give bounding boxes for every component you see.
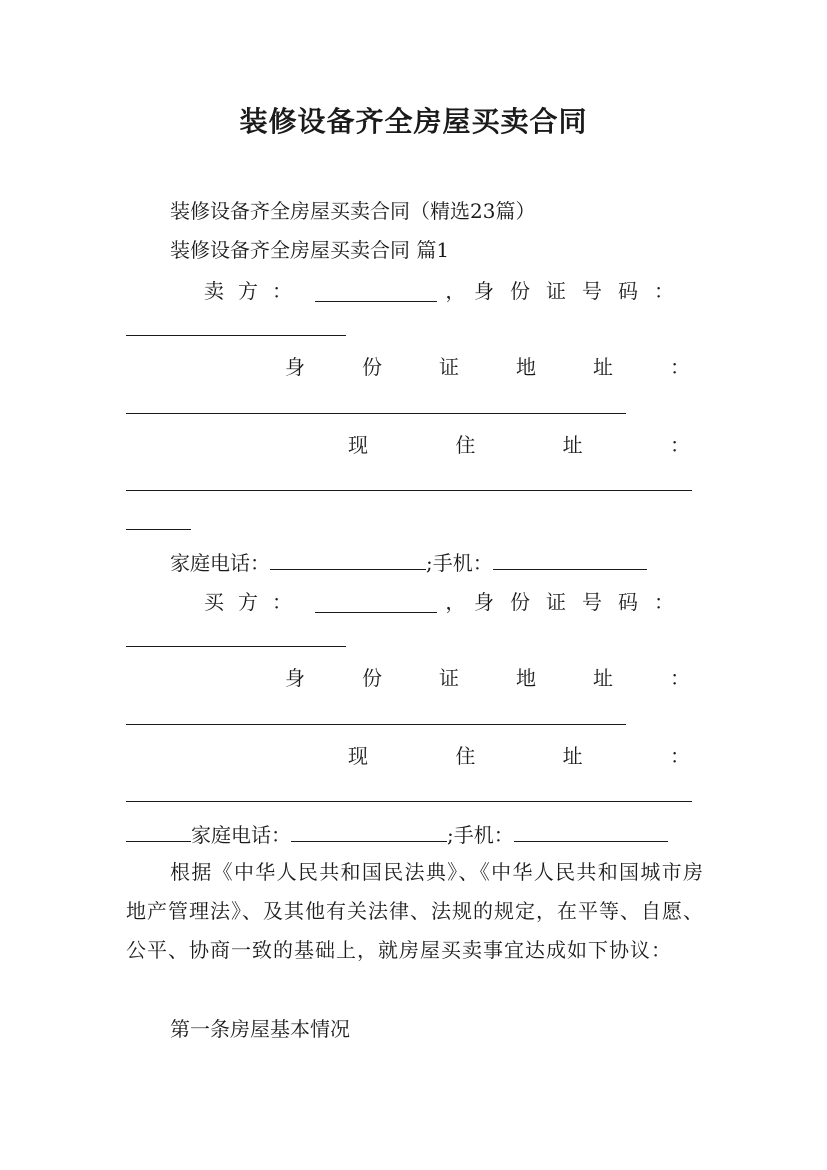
buyer-current-address-label: 现 住 址 ： bbox=[348, 744, 690, 768]
seller-current-address-blank-cont[interactable] bbox=[126, 529, 191, 530]
seller-id-label: 身份证号码： bbox=[473, 279, 690, 303]
buyer-phone-line bbox=[126, 821, 668, 848]
buyer-id-label: 身份证号码： bbox=[473, 590, 690, 614]
seller-id-number-blank[interactable] bbox=[126, 335, 346, 336]
clause-1-heading: 第一条房屋基本情况 bbox=[170, 1017, 350, 1041]
buyer-mobile-label: ;手机： bbox=[447, 823, 514, 847]
seller-line bbox=[204, 278, 690, 304]
buyer-id-number-blank[interactable] bbox=[126, 646, 346, 647]
seller-id-address-blank[interactable] bbox=[126, 413, 626, 414]
buyer-current-address-blank-cont[interactable] bbox=[126, 821, 191, 842]
document-subtitle: 装修设备齐全房屋买卖合同（精选23篇） bbox=[170, 199, 536, 223]
seller-id-address-label: 身 份 证 地 址 ： bbox=[285, 355, 690, 379]
buyer-name-blank[interactable] bbox=[315, 592, 437, 613]
seller-phone-line bbox=[170, 549, 647, 576]
document-title: 装修设备齐全房屋买卖合同 bbox=[239, 105, 588, 138]
seller-comma: ， bbox=[445, 279, 466, 303]
seller-home-phone-label: 家庭电话： bbox=[170, 551, 270, 575]
seller-current-address-label: 现 住 址 ： bbox=[348, 433, 690, 457]
article-heading: 装修设备齐全房屋买卖合同 篇1 bbox=[170, 238, 450, 262]
buyer-id-address-label: 身 份 证 地 址 ： bbox=[285, 666, 690, 690]
basis-paragraph: 根据《中华人民共和国民法典》、《中华人民共和国城市房地产管理法》、及其他有关法律、法规的规定，在平等、自愿、公平、协商一致的基础上，就房屋买卖事宜达成如下协议： bbox=[126, 860, 704, 962]
seller-label: 卖方： bbox=[204, 279, 306, 303]
seller-mobile-label: ;手机： bbox=[426, 551, 493, 575]
buyer-comma: ， bbox=[445, 590, 466, 614]
buyer-line bbox=[204, 589, 690, 615]
buyer-id-address-blank[interactable] bbox=[126, 724, 626, 725]
buyer-mobile-blank[interactable] bbox=[514, 821, 668, 842]
seller-home-phone-blank[interactable] bbox=[270, 549, 426, 570]
buyer-label: 买方： bbox=[204, 590, 306, 614]
seller-name-blank[interactable] bbox=[315, 281, 437, 302]
seller-current-address-blank[interactable] bbox=[126, 490, 692, 491]
buyer-current-address-blank[interactable] bbox=[126, 801, 692, 802]
buyer-home-phone-blank[interactable] bbox=[291, 821, 447, 842]
buyer-home-phone-label: 家庭电话： bbox=[191, 823, 291, 847]
seller-mobile-blank[interactable] bbox=[493, 549, 647, 570]
